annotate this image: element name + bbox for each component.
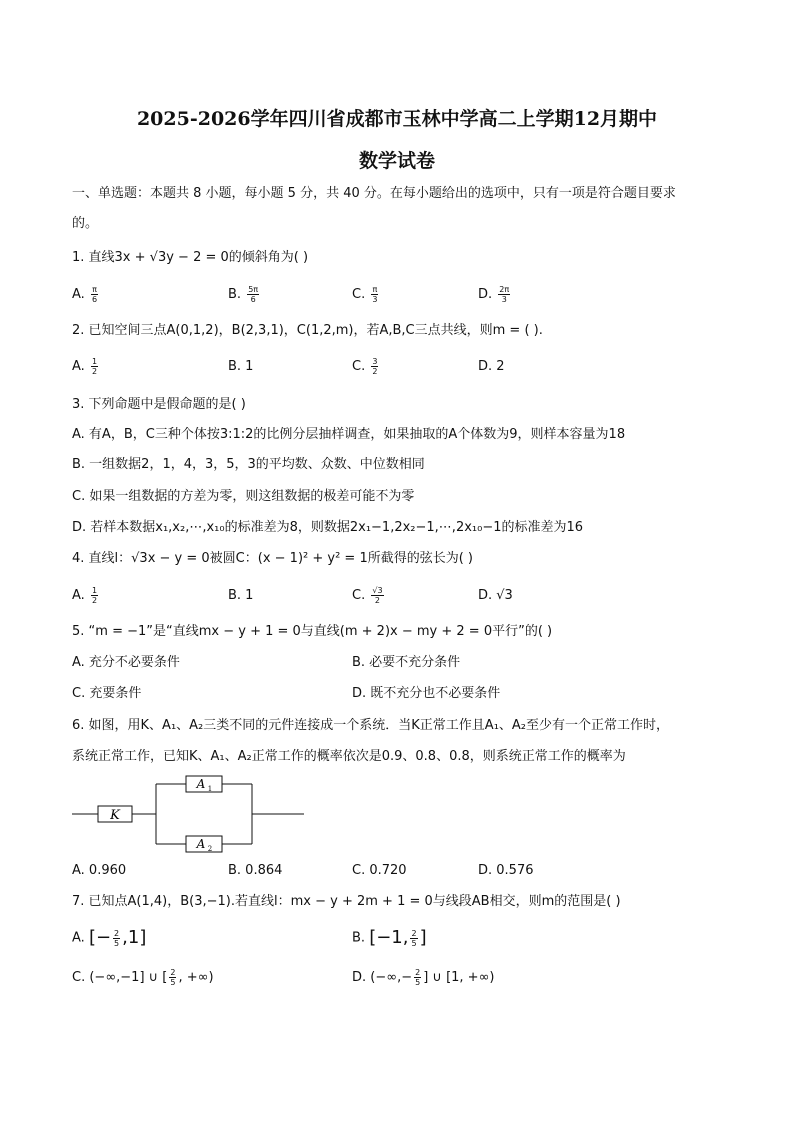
interval-prefix: (−∞,− [370, 970, 413, 985]
question-6-line2: 系统正常工作，已知K、A₁、A₂正常工作的概率依次是0.9、0.8、0.8，则系统正常工作的概率为 [72, 749, 626, 764]
numerator: √3 [372, 586, 383, 595]
q7-option-b [352, 928, 427, 949]
option-label: A. [72, 588, 85, 603]
fraction [91, 285, 98, 304]
denominator: 2 [91, 367, 98, 376]
interval-suffix: , +∞) [178, 970, 214, 985]
numerator: 2π [499, 285, 510, 294]
question-3-stem: 3. 下列命题中是假命题的是( ) [72, 397, 246, 412]
q6-option-d: D. 0.576 [478, 863, 534, 878]
numerator: 2 [114, 928, 120, 938]
interval-prefix: [−1, [369, 927, 409, 948]
fraction [498, 285, 510, 304]
q3-option-d: D. 若样本数据x₁,x₂,⋯,x₁₀的标准差为8，则数据2x₁−1,2x₂−1,⋯,2x₁₀−1的标准差为16 [72, 520, 584, 535]
q3-option-c: C. 如果一组数据的方差为零，则这组数据的极差可能不为零 [72, 489, 415, 504]
q1-option-b [228, 285, 261, 305]
denominator: 5 [170, 978, 176, 987]
fraction [169, 968, 176, 987]
q5-option-a: A. 充分不必要条件 [72, 655, 180, 670]
fraction [371, 586, 383, 605]
question-5-stem: 5. “m = −1”是“直线mx − y + 1 = 0与直线(m + 2)x − my + 2 = 0平行”的( ) [72, 624, 553, 639]
circuit-diagram [72, 768, 312, 858]
numerator: π [92, 285, 97, 294]
denominator: 2 [372, 367, 378, 376]
denominator: 5 [114, 938, 120, 948]
interval-prefix: [− [88, 927, 112, 948]
numerator: 3 [372, 357, 378, 366]
interval-suffix: ] ∪ [1, +∞) [423, 970, 495, 985]
denominator: 5 [411, 938, 417, 948]
exam-subtitle: 数学试卷 [358, 150, 435, 172]
q4-option-a [72, 586, 100, 606]
option-label: C. [352, 359, 366, 374]
numerator: π [372, 285, 378, 294]
option-label: A. [72, 359, 85, 374]
q6-option-a: A. 0.960 [72, 863, 127, 878]
q5-option-d: D. 既不充分也不必要条件 [352, 686, 501, 701]
q2-option-b: B. 1 [228, 359, 254, 374]
numerator: 2 [411, 928, 417, 938]
label-a1: A [196, 777, 206, 791]
option-label: A. [72, 930, 85, 946]
q1-option-c [352, 285, 380, 305]
label-a1-sub: 1 [207, 785, 213, 793]
question-7-stem: 7. 已知点A(1,4)，B(3,−1).若直线l：mx − y + 2m + 1 = 0与线段AB相交，则m的范围是( ) [72, 894, 621, 909]
option-label: A. [72, 287, 85, 302]
q7-option-c [72, 968, 214, 988]
denominator: 3 [501, 295, 507, 304]
q2-option-d: D. 2 [478, 359, 505, 374]
question-1-stem: 1. 直线3x + √3y − 2 = 0的倾斜角为( ) [72, 250, 309, 265]
q1-option-d [478, 285, 512, 305]
q3-option-b: B. 一组数据2，1，4，3，5，3的平均数、众数、中位数相同 [72, 457, 425, 472]
fraction [91, 357, 98, 376]
label-k: K [110, 808, 120, 823]
numerator: 2 [415, 968, 421, 977]
fraction [371, 285, 378, 304]
question-6-line1: 6. 如图，用K、A₁、A₂三类不同的元件连接成一个系统．当K正常工作且A₁、A₂至少有一个正常工作时， [72, 718, 670, 733]
exam-title: 2025-2026学年四川省成都市玉林中学高二上学期12月期中 [136, 108, 658, 130]
fraction [247, 285, 259, 304]
q4-option-c [352, 586, 386, 606]
option-label: B. [228, 287, 242, 302]
q5-option-c: C. 充要条件 [72, 686, 142, 701]
label-a2: A [196, 837, 206, 851]
fraction [91, 586, 98, 605]
numerator: 5π [248, 285, 259, 294]
q7-option-a [72, 928, 146, 949]
option-label: B. [352, 930, 366, 946]
q4-option-b: B. 1 [228, 588, 254, 603]
numerator: 1 [91, 357, 98, 366]
denominator: 6 [91, 295, 98, 304]
q2-option-c [352, 357, 380, 377]
section-heading-line1: 一、单选题：本题共 8 小题，每小题 5 分，共 40 分。在每小题给出的选项中，只有一项是符合题目要求 [72, 186, 676, 201]
option-label: D. [478, 287, 493, 302]
question-4-stem: 4. 直线l：√3x − y = 0被圆C：(x − 1)² + y² = 1所截得的弦长为( ) [72, 551, 473, 566]
option-label: D. [352, 970, 367, 985]
option-label: C. [352, 588, 366, 603]
label-a2-sub: 2 [207, 845, 213, 853]
denominator: 2 [374, 596, 380, 605]
q7-option-d [352, 968, 494, 988]
fraction [414, 968, 421, 987]
question-2-stem: 2. 已知空间三点A(0,1,2)，B(2,3,1)，C(1,2,m)，若A,B,C三点共线，则m = ( ). [72, 323, 543, 338]
q6-option-c: C. 0.720 [352, 863, 407, 878]
denominator: 3 [372, 295, 378, 304]
denominator: 2 [91, 596, 98, 605]
q5-option-b: B. 必要不充分条件 [352, 655, 461, 670]
q1-option-a [72, 285, 100, 305]
interval-prefix: (−∞,−1] ∪ [ [89, 970, 168, 985]
q3-option-a: A. 有A，B，C三种个体按3:1:2的比例分层抽样调查，如果抽取的A个体数为9，则样本容量为18 [72, 427, 626, 442]
denominator: 5 [415, 978, 421, 987]
q2-option-a [72, 357, 100, 377]
denominator: 6 [250, 295, 256, 304]
option-label: C. [72, 970, 86, 985]
fraction [113, 929, 120, 948]
numerator: 1 [91, 586, 98, 595]
section-heading-line2: 的。 [72, 216, 99, 231]
interval-suffix: ] [419, 927, 427, 948]
q4-option-d: D. √3 [478, 588, 513, 603]
fraction [371, 357, 378, 376]
fraction [410, 929, 417, 948]
interval-suffix: ,1] [122, 927, 147, 948]
numerator: 2 [170, 968, 176, 977]
q6-option-b: B. 0.864 [228, 863, 283, 878]
option-label: C. [352, 287, 366, 302]
